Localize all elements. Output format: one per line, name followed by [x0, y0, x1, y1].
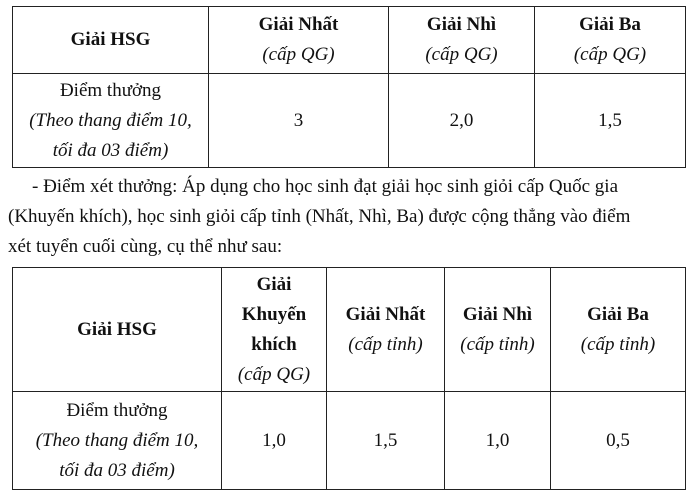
- header-title: Khuyến: [241, 303, 307, 325]
- header-title: Giải Nhất: [345, 303, 426, 325]
- header-subtitle: (cấp QG): [573, 44, 647, 65]
- header-title: khích: [251, 333, 297, 355]
- header-label: Giải HSG: [77, 318, 157, 340]
- header-cell: [535, 7, 686, 74]
- value-cell: 1,0: [445, 392, 551, 490]
- header-title: Giải Nhất: [258, 14, 339, 35]
- header-cell: [13, 268, 222, 392]
- header-cell: [551, 268, 686, 392]
- row-label-note: tối đa 03 điểm): [59, 459, 175, 481]
- table-row: [13, 74, 686, 168]
- header-cell: [222, 268, 327, 392]
- header-title: Giải Nhì: [426, 14, 497, 35]
- row-label-note: tối đa 03 điểm): [52, 139, 169, 161]
- header-subtitle: (cấp tỉnh): [460, 333, 535, 355]
- table-header-row: [13, 7, 686, 74]
- header-cell: [327, 268, 445, 392]
- row-label-note: (Theo thang điểm 10,: [35, 429, 199, 451]
- header-label: Giải HSG: [70, 29, 151, 50]
- table-header-row: [13, 268, 686, 392]
- row-label-cell: [13, 74, 209, 168]
- header-cell: [445, 268, 551, 392]
- national-award-bonus-table: [12, 6, 686, 168]
- header-subtitle: (cấp QG): [425, 44, 498, 65]
- value-cell: 1,5: [327, 392, 445, 490]
- value-cell: 1,5: [535, 74, 686, 168]
- value-cell: 3: [209, 74, 389, 168]
- header-title: Giải Ba: [587, 303, 649, 325]
- row-label-note: (Theo thang điểm 10,: [29, 109, 192, 131]
- header-cell: [389, 7, 535, 74]
- row-label-cell: [13, 392, 222, 490]
- bonus-description-paragraph: [8, 172, 684, 262]
- table-row: [13, 392, 686, 490]
- header-title: Giải: [256, 273, 292, 295]
- header-subtitle: (cấp tỉnh): [348, 333, 423, 355]
- value-cell: 1,0: [222, 392, 327, 490]
- row-label-main: Điểm thưởng: [59, 79, 162, 101]
- provincial-award-bonus-table: [12, 267, 686, 490]
- paragraph-line: (Khuyến khích), học sinh giỏi cấp tỉnh (Nhất, Nhì, Ba) được cộng thẳng vào điểm: [8, 206, 631, 227]
- paragraph-line: xét tuyển cuối cùng, cụ thể như sau:: [8, 236, 283, 257]
- header-title: Giải Nhì: [462, 303, 533, 325]
- header-subtitle: (cấp QG): [262, 44, 335, 65]
- header-title: Giải Ba: [579, 14, 641, 35]
- header-cell: [13, 7, 209, 74]
- paragraph-line: - Điểm xét thưởng: Áp dụng cho học sinh đạt giải học sinh giỏi cấp Quốc gia: [32, 176, 619, 197]
- row-label-main: Điểm thưởng: [66, 399, 168, 421]
- header-cell: [209, 7, 389, 74]
- header-subtitle: (cấp QG): [237, 363, 311, 385]
- value-cell: 2,0: [389, 74, 535, 168]
- value-cell: 0,5: [551, 392, 686, 490]
- header-subtitle: (cấp tỉnh): [580, 333, 656, 355]
